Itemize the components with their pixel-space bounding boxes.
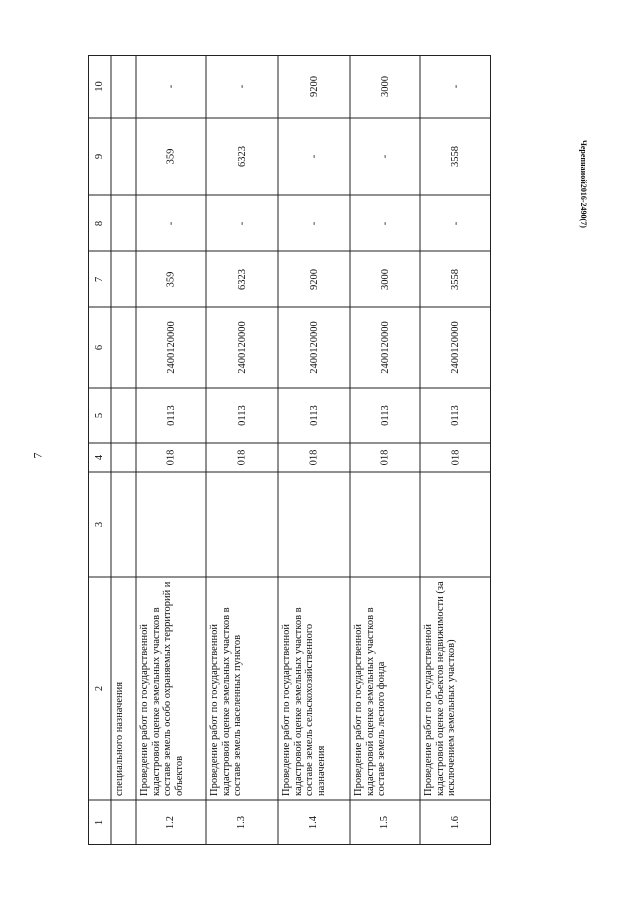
row-1.5-c10: 3000: [379, 76, 391, 97]
header-cell-7: 7: [94, 276, 105, 282]
row-1.5-name: Проведение работ по государственной кадастровой оценке земельных участков в составе земель лесного фонда: [353, 607, 387, 796]
header-cell-10: 10: [94, 81, 105, 92]
page-number: 7: [30, 452, 45, 459]
row-1.2-c8: -: [165, 221, 177, 225]
row-1.5-c4: 018: [379, 449, 391, 466]
row-1.6-c6: 2400120000: [450, 321, 461, 374]
header-cell-8: 8: [94, 220, 105, 226]
row-1.4-number: 1.4: [308, 815, 320, 830]
row-1.6-c8: -: [450, 221, 461, 225]
header-cell-6: 6: [94, 344, 105, 351]
document-code: Черепнаиой2016-2490(7): [579, 140, 588, 228]
row-1.4-c7: 9200: [308, 268, 320, 290]
data-table: [88, 55, 491, 845]
header-cell-3: 3: [94, 521, 105, 528]
row-1.6-c7: 3558: [450, 268, 461, 290]
row-1.4-c8: -: [308, 221, 320, 225]
row-1.6-c5: 0113: [450, 405, 461, 426]
row-1.3-c8: -: [236, 221, 248, 225]
row-1.4-c4: 018: [308, 449, 320, 466]
continued-name: специального назначения: [114, 681, 125, 796]
row-1.6-name: Проведение работ по государственной кадастровой оценке объектов недвижимости (за исключением земельных участков): [423, 581, 457, 796]
header-cell-2: 2: [94, 685, 105, 692]
row-1.4-c10: 9200: [308, 76, 320, 97]
row-1.3-c5: 0113: [236, 405, 248, 426]
row-1.2-c7: 359: [165, 271, 177, 287]
row-1.5-c8: -: [379, 221, 391, 225]
row-1.2-c4: 018: [165, 449, 177, 466]
header-cell-4: 4: [94, 454, 105, 461]
row-1.5-c5: 0113: [379, 405, 391, 426]
row-1.3-c6: 2400120000: [236, 321, 248, 374]
row-1.6-c9: 3558: [450, 146, 461, 167]
row-1.4-c5: 0113: [308, 405, 320, 426]
row-1.2-c5: 0113: [165, 405, 177, 426]
row-1.3-number: 1.3: [236, 815, 248, 830]
row-1.2-c9: 359: [165, 148, 177, 165]
row-1.4-c9: -: [308, 154, 320, 159]
row-1.3-name: Проведение работ по государственной кадастровой оценке земельных участков в составе земель населенных пунктов: [209, 607, 243, 796]
row-1.5-c6: 2400120000: [379, 321, 391, 374]
row-1.5-c9: -: [379, 154, 391, 159]
row-1.6-number: 1.6: [450, 815, 461, 830]
row-1.2-name: Проведение работ по государственной кадастровой оценке земельных участков в составе земель особо охраняемых территорий и объектов: [139, 581, 185, 796]
row-1.2-number: 1.2: [165, 815, 177, 830]
row-1.3-c10: -: [236, 84, 248, 89]
row-1.2-c10: -: [165, 84, 177, 89]
header-cell-5: 5: [94, 412, 105, 419]
row-1.6-c4: 018: [450, 449, 461, 466]
row-1.6-c10: -: [450, 84, 461, 89]
row-1.5-number: 1.5: [379, 815, 391, 830]
row-1.3-c7: 6323: [236, 268, 248, 290]
row-1.5-c7: 3000: [379, 268, 391, 290]
row-1.3-c9: 6323: [236, 146, 248, 167]
row-1.4-name: Проведение работ по государственной кадастровой оценке земельных участков в составе земель сельскохозяйственного назначения: [281, 607, 327, 796]
row-1.2-c6: 2400120000: [165, 321, 177, 374]
row-1.4-c6: 2400120000: [308, 321, 320, 374]
header-cell-9: 9: [94, 153, 105, 160]
row-1.3-c4: 018: [236, 449, 248, 466]
header-cell-1: 1: [94, 819, 105, 826]
